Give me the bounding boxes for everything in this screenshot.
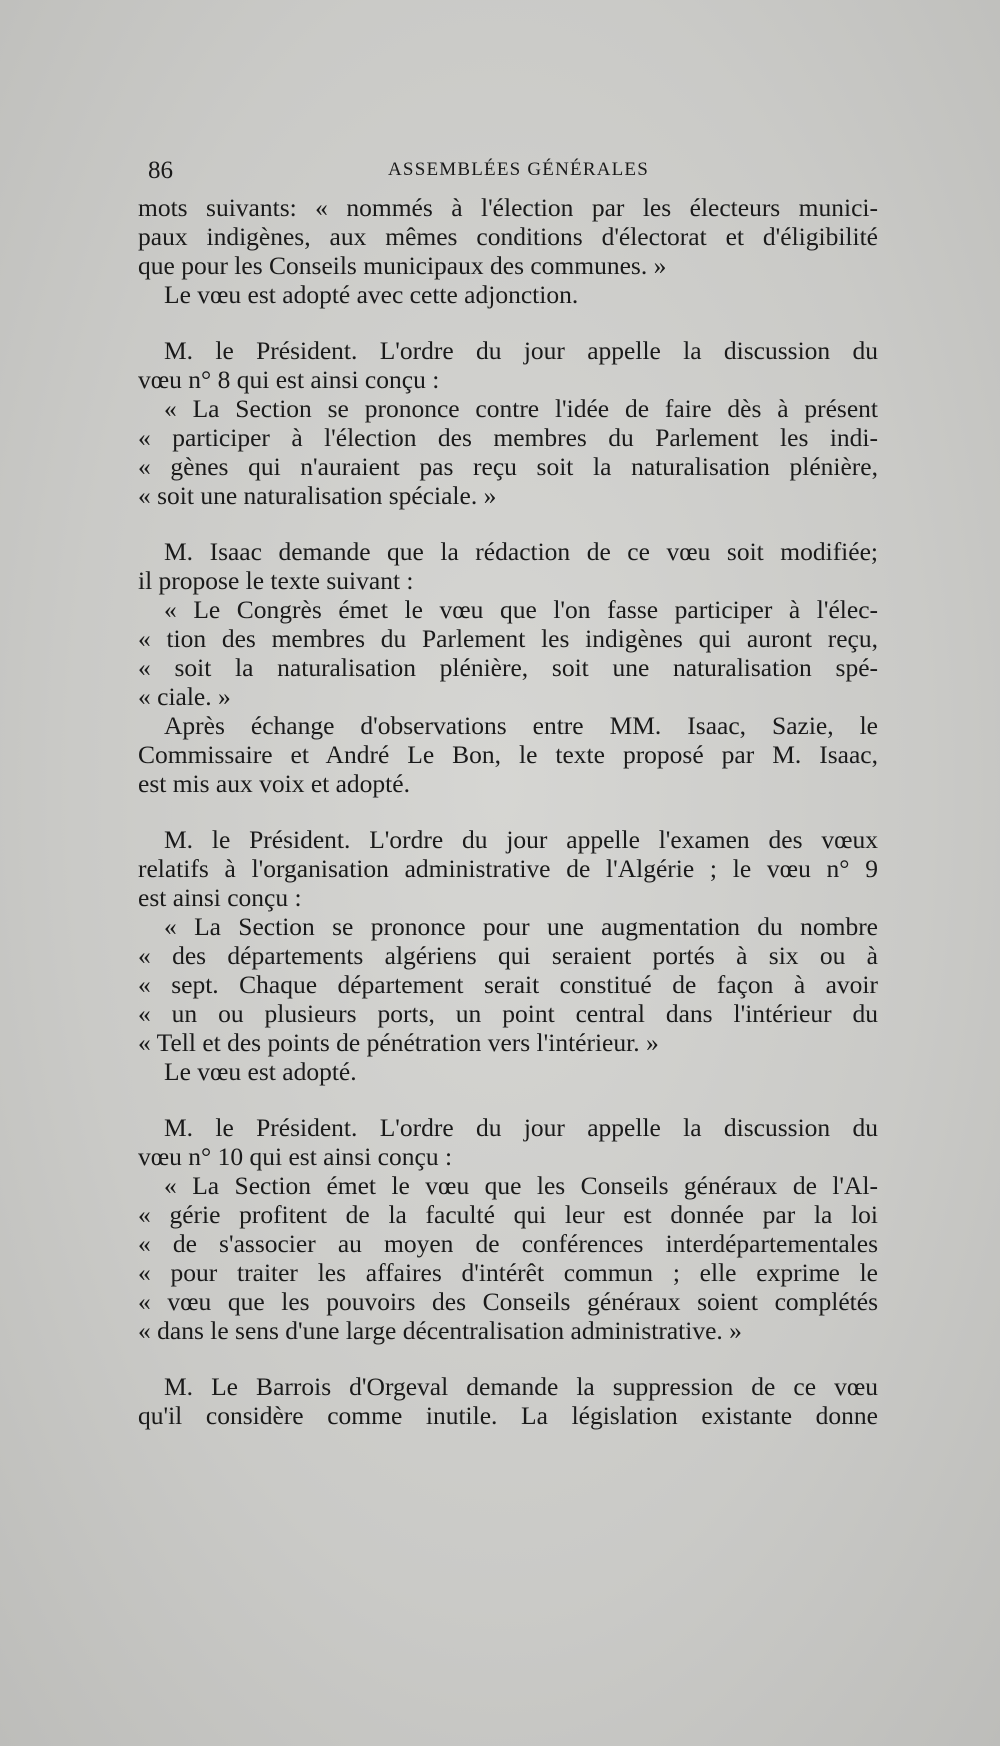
quote-line: « des départements algériens qui seraient portés à six ou à	[138, 941, 878, 970]
text-line: M. Le Barrois d'Orgeval demande la suppression de ce vœu	[164, 1372, 878, 1401]
quote-line: « La Section se prononce contre l'idée de faire dès à présent	[164, 394, 878, 423]
quote-line: « La Section émet le vœu que les Conseils généraux de l'Al-	[164, 1171, 878, 1200]
text-line: qu'il considère comme inutile. La législation existante donne	[138, 1401, 878, 1430]
quote-line: « gènes qui n'auraient pas reçu soit la naturalisation plénière,	[138, 452, 878, 481]
text-line: M. le Président. L'ordre du jour appelle la discussion du	[164, 336, 878, 365]
body-text	[138, 193, 878, 1430]
quote-line: « sept. Chaque département serait constitué de façon à avoir	[138, 970, 878, 999]
page-header	[148, 157, 888, 187]
quote-line: « vœu que les pouvoirs des Conseils généraux soient complétés	[138, 1287, 878, 1316]
quote-line: « pour traiter les affaires d'intérêt commun ; elle exprime le	[138, 1258, 878, 1287]
text-line: M. le Président. L'ordre du jour appelle l'examen des vœux	[164, 825, 878, 854]
quote-line: « La Section se prononce pour une augmentation du nombre	[164, 912, 878, 941]
text-line: est ainsi conçu :	[138, 883, 302, 912]
quote-line: « de s'associer au moyen de conférences interdépartementales	[138, 1229, 878, 1258]
quote-line: « soit la naturalisation plénière, soit une naturalisation spé-	[138, 653, 878, 682]
text-line: paux indigènes, aux mêmes conditions d'électorat et d'éligibilité	[138, 222, 878, 251]
quote-line: « ciale. »	[138, 682, 231, 711]
quote-line: « un ou plusieurs ports, un point central dans l'intérieur du	[138, 999, 878, 1028]
text-line: Le vœu est adopté.	[164, 1057, 357, 1086]
text-line: mots suivants: « nommés à l'élection par les électeurs munici-	[138, 193, 878, 222]
text-line: M. le Président. L'ordre du jour appelle la discussion du	[164, 1113, 878, 1142]
text-line: que pour les Conseils municipaux des communes. »	[138, 251, 667, 280]
quote-line: « soit une naturalisation spéciale. »	[138, 481, 497, 510]
text-line: vœu n° 10 qui est ainsi conçu :	[138, 1142, 453, 1171]
text-line: Commissaire et André Le Bon, le texte proposé par M. Isaac,	[138, 740, 878, 769]
quote-line: « Le Congrès émet le vœu que l'on fasse participer à l'élec-	[164, 595, 878, 624]
text-line: il propose le texte suivant :	[138, 566, 414, 595]
text-line: est mis aux voix et adopté.	[138, 769, 410, 798]
page-number: 86	[148, 157, 173, 184]
quote-line: « participer à l'élection des membres du Parlement les indi-	[138, 423, 878, 452]
text-line: relatifs à l'organisation administrative de l'Algérie ; le vœu n° 9	[138, 854, 878, 883]
quote-line: « Tell et des points de pénétration vers l'intérieur. »	[138, 1028, 659, 1057]
text-line: Le vœu est adopté avec cette adjonction.	[164, 280, 579, 309]
text-line: M. Isaac demande que la rédaction de ce vœu soit modifiée;	[164, 537, 878, 566]
text-line: Après échange d'observations entre MM. Isaac, Sazie, le	[164, 711, 878, 740]
quote-line: « dans le sens d'une large décentralisation administrative. »	[138, 1316, 742, 1345]
text-line: vœu n° 8 qui est ainsi conçu :	[138, 365, 440, 394]
quote-line: « gérie profitent de la faculté qui leur est donnée par la loi	[138, 1200, 878, 1229]
quote-line: « tion des membres du Parlement les indigènes qui auront reçu,	[138, 624, 878, 653]
running-head: ASSEMBLÉES GÉNÉRALES	[388, 159, 649, 180]
